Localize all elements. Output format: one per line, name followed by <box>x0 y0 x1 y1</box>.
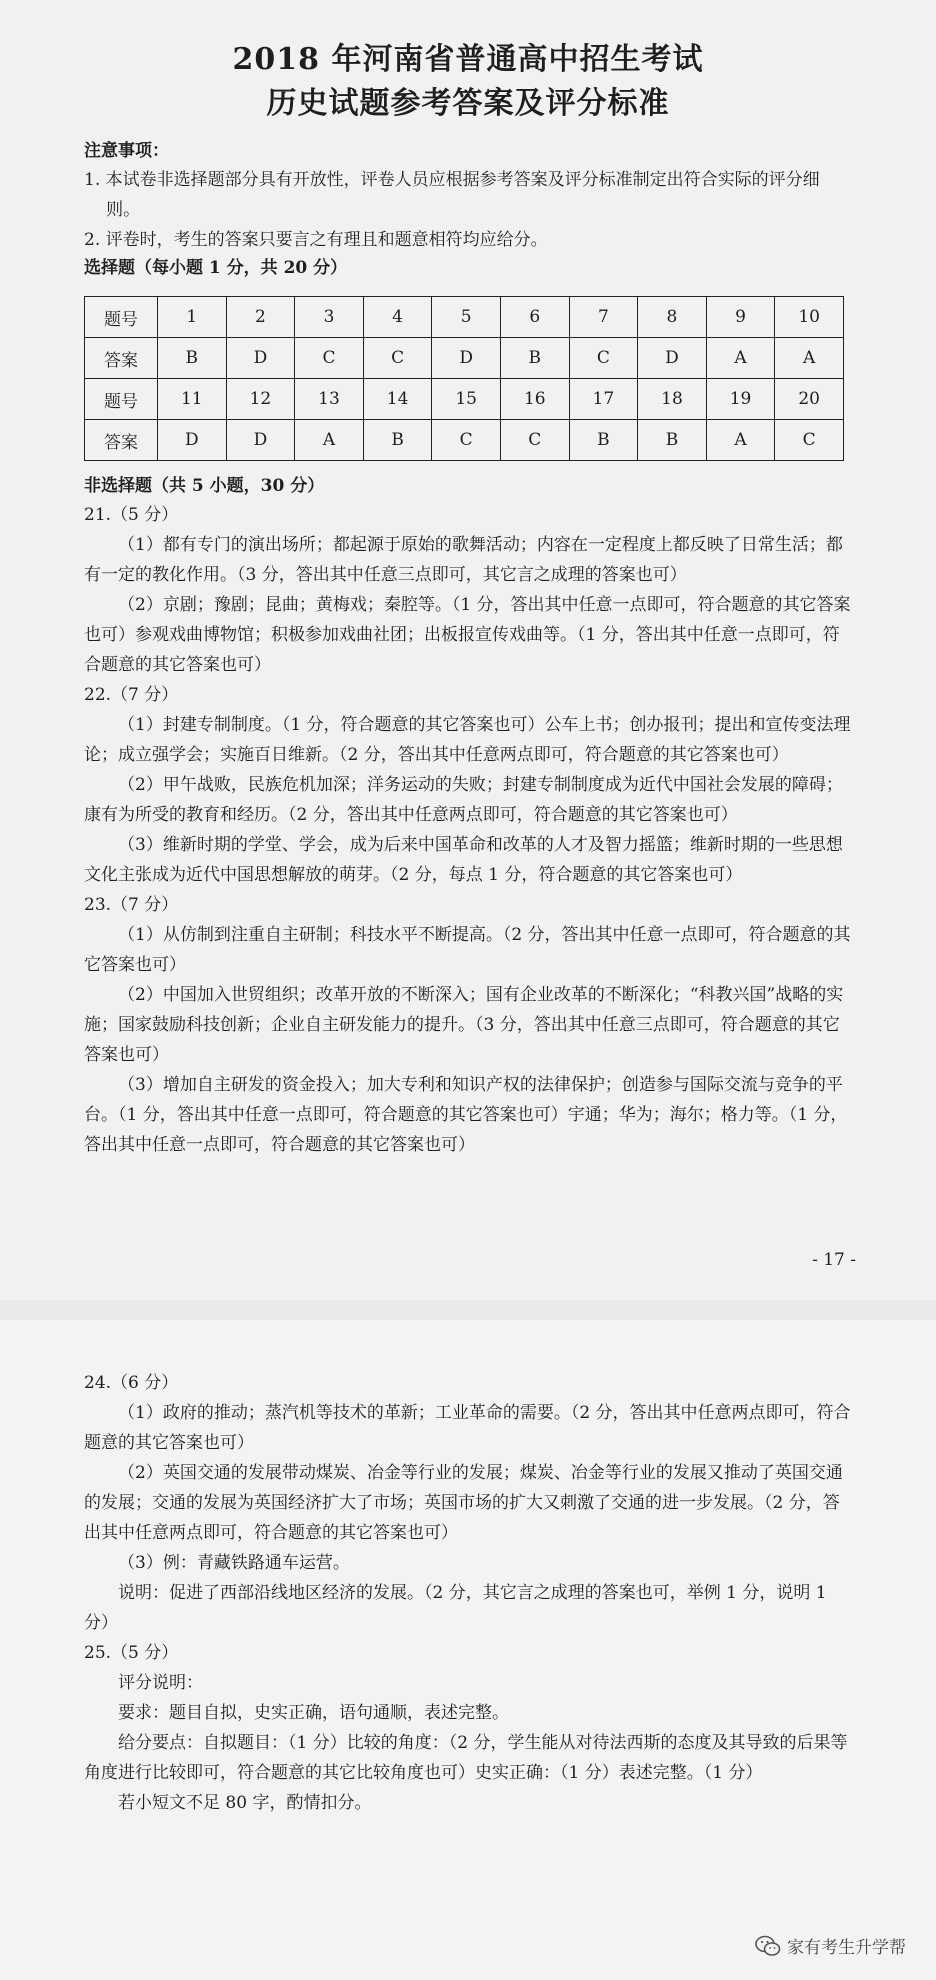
q22-answer-1: （1）封建专制制度。（1 分，符合题意的其它答案也可）公车上书；创办报刊；提出和宣传变法理论；成立强学会；实施百日维新。（2 分，答出其中任意两点即可，符合题意的其它答案也可） <box>84 715 851 765</box>
table-cell: C <box>500 420 569 461</box>
table-cell: 11 <box>158 379 227 420</box>
table-cell: D <box>638 338 707 379</box>
q24-answer-4: 说明：促进了西部沿线地区经济的发展。（2 分，其它言之成理的答案也可，举例 1 分，说明 1 分） <box>84 1583 827 1633</box>
q21-answer-1: （1）都有专门的演出场所；都起源于原始的歌舞活动；内容在一定程度上都反映了日常生活；都有一定的教化作用。（3 分，答出其中任意三点即可，其它言之成理的答案也可） <box>84 535 843 585</box>
table-cell: B <box>158 338 227 379</box>
q24-answer-1: （1）政府的推动；蒸汽机等技术的革新；工业革命的需要。（2 分，答出其中任意两点即可，符合题意的其它答案也可） <box>84 1403 851 1453</box>
q23-head: 23.（7 分） <box>84 895 179 915</box>
q23-answer-3: （3）增加自主研发的资金投入；加大专利和知识产权的法律保护；创造参与国际交流与竞争的平台。（1 分，答出其中任意一点即可，符合题意的其它答案也可）宇通；华为；海尔；格力等。（1 分，答出其中任意一点即可，符合题意的其它答案也可） <box>84 1075 848 1155</box>
logo-text: 家有考生升学帮 <box>787 1938 906 1958</box>
q25-answer-2: 要求：题目自拟，史实正确，语句通顺，表述完整。 <box>118 1703 509 1723</box>
q22-head: 22.（7 分） <box>84 685 179 705</box>
wechat-icon <box>755 1935 781 1957</box>
table-cell: D <box>226 420 295 461</box>
q23-answer-2: （2）中国加入世贸组织；改革开放的不断深入；国有企业改革的不断深化；“科教兴国”战略的实施；国家鼓励科技创新；企业自主研发能力的提升。（3 分，答出其中任意三点即可，符合题意的其它答案也可） <box>84 985 844 1065</box>
table-cell: 3 <box>295 297 364 338</box>
table-cell: B <box>638 420 707 461</box>
answer-page-18 <box>0 1320 936 1980</box>
table-row <box>85 420 844 461</box>
table-cell: C <box>363 338 432 379</box>
table-cell: 14 <box>363 379 432 420</box>
q22-answer-3: （3）维新时期的学堂、学会，成为后来中国革命和改革的人才及智力摇篮；维新时期的一些思想文化主张成为近代中国思想解放的萌芽。（2 分，每点 1 分，符合题意的其它答案也可） <box>84 835 843 885</box>
nonmc-label: 非选择题（共 5 小题，30 分） <box>84 476 325 496</box>
q21-answer-2: （2）京剧；豫剧；昆曲；黄梅戏；秦腔等。（1 分，答出其中任意一点即可，符合题意的其它答案也可）参观戏曲博物馆；积极参加戏曲社团；出板报宣传戏曲等。（1 分，答出其中任意一点即可，符合题意的其它答案也可） <box>84 595 851 675</box>
exam-title: 2018 年河南省普通高中招生考试 <box>232 42 704 77</box>
table-cell: 4 <box>363 297 432 338</box>
exam-subtitle: 历史试题参考答案及评分标准 <box>266 86 670 121</box>
q23-answer-1: （1）从仿制到注重自主研制；科技水平不断提高。（2 分，答出其中任意一点即可，符合题意的其它答案也可） <box>84 925 851 975</box>
table-cell: B <box>363 420 432 461</box>
table-cell: B <box>569 420 638 461</box>
table-cell: 题号 <box>85 379 158 420</box>
table-cell: 7 <box>569 297 638 338</box>
q25-answer-1: 评分说明： <box>118 1673 203 1693</box>
table-cell: 15 <box>432 379 501 420</box>
table-cell: D <box>226 338 295 379</box>
table-cell: 9 <box>706 297 775 338</box>
wechat-logo <box>755 1933 906 1958</box>
q22-answer-2: （2）甲午战败，民族危机加深；洋务运动的失败；封建专制制度成为近代中国社会发展的障碍；康有为所受的教育和经历。（2 分，答出其中任意两点即可，符合题意的其它答案也可） <box>84 775 843 825</box>
notes-label: 注意事项： <box>84 141 169 161</box>
answer-table <box>84 296 844 461</box>
table-cell: 答案 <box>85 420 158 461</box>
table-cell: C <box>295 338 364 379</box>
page-number: - 17 - <box>812 1250 856 1270</box>
q25-answer-3: 给分要点：自拟题目：（1 分）比较的角度：（2 分，学生能从对待法西斯的态度及其导致的后果等角度进行比较即可，符合题意的其它比较角度也可）史实正确：（1 分）表述完整。（1 分） <box>84 1733 848 1783</box>
table-cell: 8 <box>638 297 707 338</box>
note-1: 1. 本试卷非选择题部分具有开放性，评卷人员应根据参考答案及评分标准制定出符合实际的评分细则。 <box>84 170 820 220</box>
q24-head: 24.（6 分） <box>84 1373 179 1393</box>
table-row <box>85 379 844 420</box>
q25-head: 25.（5 分） <box>84 1643 179 1663</box>
table-cell: D <box>432 338 501 379</box>
table-cell: A <box>775 338 844 379</box>
mc-label: 选择题（每小题 1 分，共 20 分） <box>84 258 348 278</box>
q25-answer-4: 若小短文不足 80 字，酌情扣分。 <box>118 1793 372 1813</box>
note-2: 2. 评卷时，考生的答案只要言之有理且和题意相符均应给分。 <box>84 230 548 250</box>
table-cell: 12 <box>226 379 295 420</box>
table-cell: 20 <box>775 379 844 420</box>
table-cell: 5 <box>432 297 501 338</box>
table-cell: 答案 <box>85 338 158 379</box>
q24-answer-2: （2）英国交通的发展带动煤炭、冶金等行业的发展；煤炭、冶金等行业的发展又推动了英国交通的发展；交通的发展为英国经济扩大了市场；英国市场的扩大又刺激了交通的进一步发展。（2 分，答出其中任意两点即可，符合题意的其它答案也可） <box>84 1463 843 1543</box>
table-cell: 6 <box>500 297 569 338</box>
table-cell: A <box>295 420 364 461</box>
table-cell: A <box>706 420 775 461</box>
table-cell: C <box>775 420 844 461</box>
table-cell: A <box>706 338 775 379</box>
table-cell: 17 <box>569 379 638 420</box>
table-row <box>85 338 844 379</box>
table-cell: 13 <box>295 379 364 420</box>
table-cell: C <box>432 420 501 461</box>
table-cell: D <box>158 420 227 461</box>
table-cell: 19 <box>706 379 775 420</box>
table-cell: 16 <box>500 379 569 420</box>
table-cell: 2 <box>226 297 295 338</box>
table-cell: B <box>500 338 569 379</box>
table-row <box>85 297 844 338</box>
table-cell: 1 <box>158 297 227 338</box>
q24-answer-3: （3）例：青藏铁路通车运营。 <box>118 1553 350 1573</box>
q21-head: 21.（5 分） <box>84 505 179 525</box>
table-cell: 18 <box>638 379 707 420</box>
table-cell: 10 <box>775 297 844 338</box>
table-cell: 题号 <box>85 297 158 338</box>
table-cell: C <box>569 338 638 379</box>
